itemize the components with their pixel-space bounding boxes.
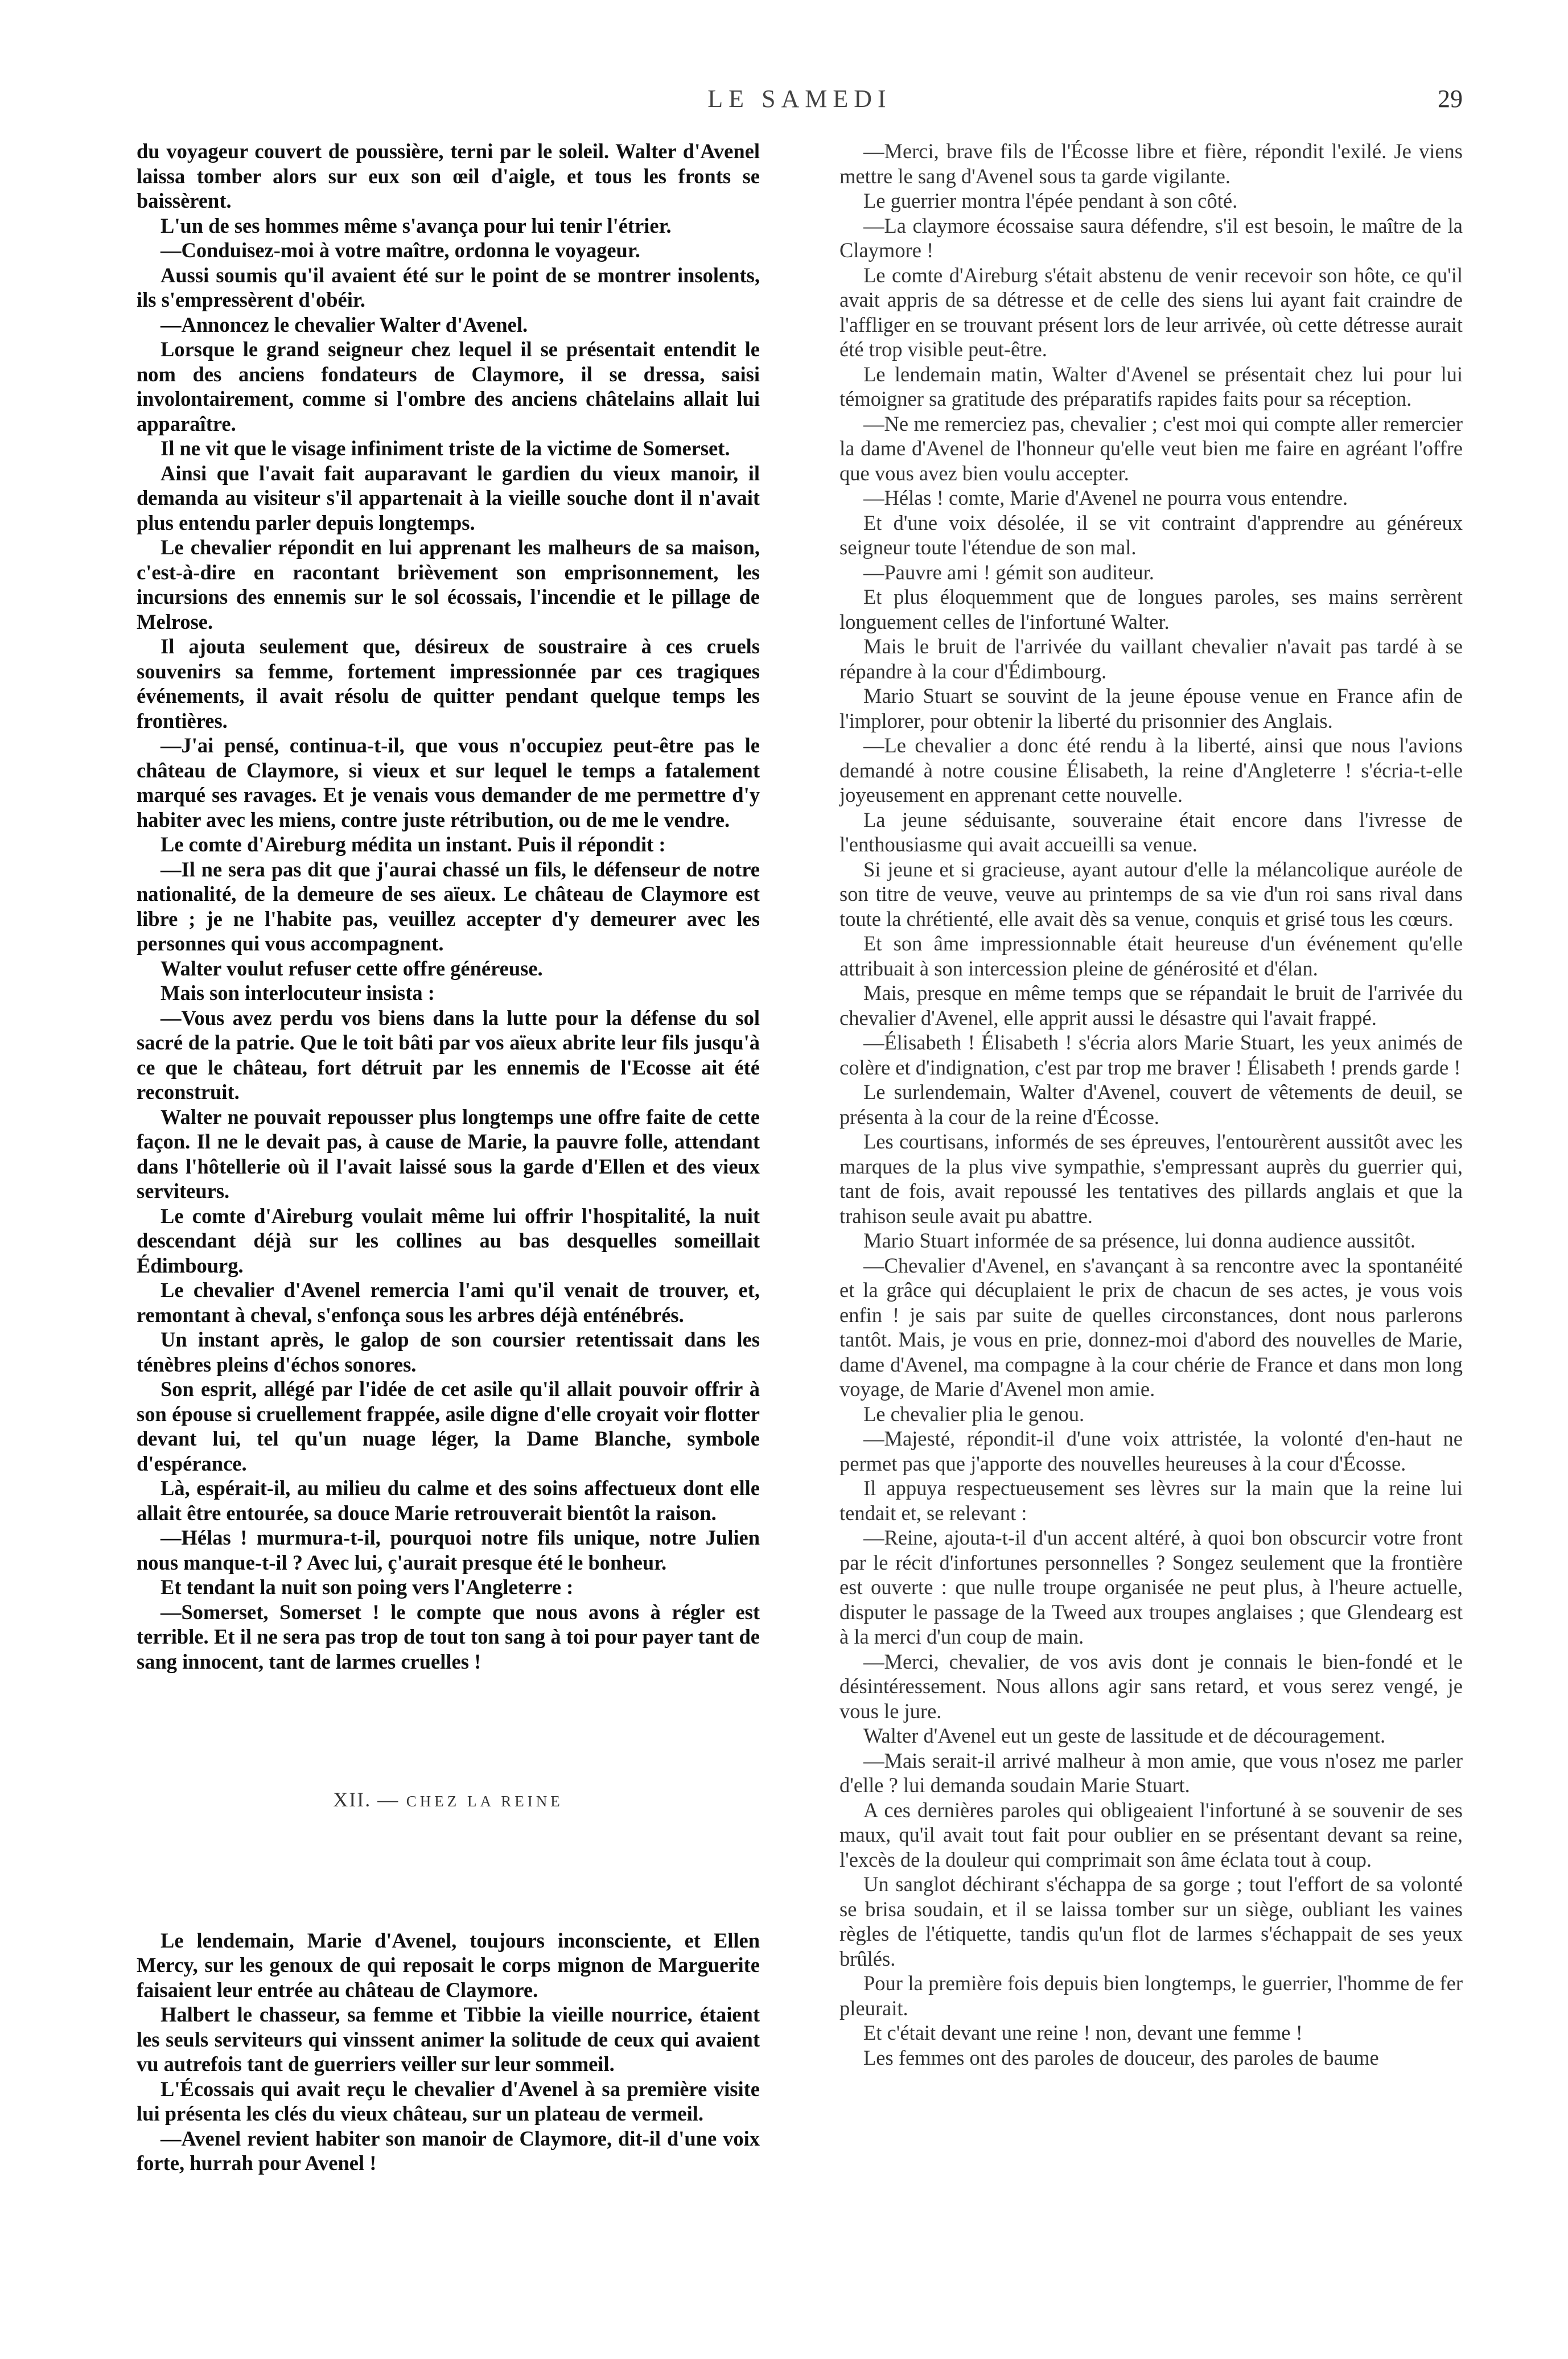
paragraph: —J'ai pensé, continua-t-il, que vous n'occupiez peut-être pas le château de Claymore, si vieux et sur lequel le temps a fatalement marqué ses ravages. Et je venais vous demander de me permettre d'y habiter avec les miens, contre juste rétribution, ou de me le vendre.	[137, 734, 760, 831]
section-title: CHEZ LA REINE	[406, 1793, 563, 1810]
paragraph: Walter voulut refuser cette offre généreuse.	[160, 956, 543, 980]
paragraph: —Chevalier d'Avenel, en s'avançant à sa rencontre avec la spontanéité et la grâce qui décuplaient le prix de chacun de ses actes, je vous vois enfin ! je sais par suite de quelles circonstances, dont nous parlerons tantôt. Mais, je vous en prie, donnez-moi d'abord des nouvelles de Marie, dame d'Avenel, ma compagne à la cour chérie de France et dans mon long voyage, de Marie d'Avenel mon amie.	[839, 1253, 1463, 1401]
paragraph: Il ne vit que le visage infiniment triste de la victime de Somerset.	[160, 437, 730, 460]
right-column-body	[839, 139, 1463, 2070]
paragraph: Et d'une voix désolée, il se vit contraint d'apprendre au généreux seigneur toute l'étendue de son mal.	[839, 511, 1463, 559]
paragraph: —Merci, chevalier, de vos avis dont je connais le bien-fondé et le désintéressement. Nous allons agir sans retard, et vous serez vengé, je vous le jure.	[839, 1649, 1463, 1723]
paragraph: —Reine, ajouta-t-il d'un accent altéré, à quoi bon obscurcir votre front par le récit d'infortunes personnelles ? Songez seulement que la frontière est ouverte : que nulle troupe organisée ne peut plus, à l'heure actuelle, disputer le passage de la Tweed aux troupes anglaises ; que Glendearg est à la merci d'un coup de main.	[839, 1526, 1463, 1648]
paragraph: —Pauvre ami ! gémit son auditeur.	[863, 560, 1154, 584]
paragraph: Le surlendemain, Walter d'Avenel, couvert de vêtements de deuil, se présenta à la cour de la reine d'Écosse.	[839, 1080, 1463, 1129]
paragraph: La jeune séduisante, souveraine était encore dans l'ivresse de l'enthousiasme qui avait accueilli sa venue.	[839, 808, 1463, 856]
paragraph: Le guerrier montra l'épée pendant à son côté.	[863, 189, 1238, 212]
paragraph: Le chevalier plia le genou.	[863, 1402, 1085, 1426]
paragraph: Il appuya respectueusement ses lèvres sur la main que la reine lui tendait et, se relevant :	[839, 1476, 1463, 1525]
paragraph: Les femmes ont des paroles de douceur, des paroles de baume	[863, 2045, 1379, 2069]
paragraph: Lorsque le grand seigneur chez lequel il se présentait entendit le nom des anciens fondateurs de Claymore, il se dressa, saisi involontairement, comme si l'ombre des anciens châtelains allait lui apparaître.	[137, 337, 760, 435]
paragraph: Aussi soumis qu'il avaient été sur le point de se montrer insolents, ils s'empressèrent d'obéir.	[137, 263, 760, 311]
page-header	[137, 84, 1463, 124]
right-column	[839, 139, 1463, 2336]
paragraph: Son esprit, allégé par l'idée de cet asile qu'il allait pouvoir offrir à son épouse si cruellement frappée, asile digne d'elle croyait voir flotter devant lui, tel qu'un nuage léger, la Dame Blanche, symbole d'espérance.	[137, 1377, 760, 1475]
paragraph: Mario Stuart informée de sa présence, lui donna audience aussitôt.	[863, 1229, 1415, 1252]
paragraph: Un instant après, le galop de son coursier retentissait dans les ténèbres pleins d'échos sonores.	[137, 1328, 760, 1376]
section-number: XII. —	[333, 1788, 400, 1811]
paragraph: —Le chevalier a donc été rendu à la liberté, ainsi que nous l'avions demandé à notre cousine Élisabeth, la reine d'Angleterre ! s'écria-t-elle joyeusement en apprenant cette nouvelle.	[839, 734, 1463, 806]
paragraph: Le comte d'Aireburg médita un instant. Puis il répondit :	[160, 833, 666, 856]
left-column-bottom	[137, 1928, 760, 2176]
paragraph: Si jeune et si gracieuse, ayant autour d'elle la mélancolique auréole de son titre de veuve, veuve au printemps de sa vie d'un roi sans rival dans toute la chrétienté, elle avait dès sa venue, conquis et grisé tous les cœurs.	[839, 857, 1463, 931]
paragraph: L'un de ses hommes même s'avança pour lui tenir l'étrier.	[160, 213, 672, 237]
paragraph: L'Écossais qui avait reçu le chevalier d'Avenel à sa première visite lui présenta les clés du vieux château, sur un plateau de vermeil.	[137, 2077, 760, 2125]
paragraph: —Hélas ! murmura-t-il, pourquoi notre fils unique, notre Julien nous manque-t-il ? Avec lui, ç'aurait presque été le bonheur.	[137, 1526, 760, 1574]
paragraph: —Avenel revient habiter son manoir de Claymore, dit-il d'une voix forte, hurrah pour Avenel !	[137, 2126, 760, 2175]
paragraph: Mais, presque en même temps que se répandait le bruit de l'arrivée du chevalier d'Avenel, elle apprit aussi le désastre qui l'avait frappé.	[839, 981, 1463, 1030]
paragraph: —Élisabeth ! Élisabeth ! s'écria alors Marie Stuart, les yeux animés de colère et d'indignation, c'est par trop me braver ! Élisabeth ! prends garde !	[839, 1031, 1463, 1079]
paragraph: Walter d'Avenel eut un geste de lassitude et de découragement.	[863, 1724, 1386, 1747]
left-column	[137, 139, 760, 2302]
paragraph: —Hélas ! comte, Marie d'Avenel ne pourra vous entendre.	[863, 486, 1348, 509]
paragraph: du voyageur couvert de poussière, terni par le soleil. Walter d'Avenel laissa tomber alors sur eux son œil d'aigle, et tous les fronts se baissèrent.	[137, 139, 760, 212]
paragraph: —Il ne sera pas dit que j'aurai chassé un fils, le défenseur de notre nationalité, de la demeure de ses aïeux. Le château de Claymore est libre ; je ne l'habite pas, veuillez accepter d'y demeurer avec les personnes qui vous accompagnent.	[137, 857, 760, 955]
paragraph: Halbert le chasseur, sa femme et Tibbie la vieille nourrice, étaient les seuls serviteurs qui vinssent animer la solitude de ceux qui avaient vu autrefois tant de guerriers veiller sur leur sommeil.	[137, 2003, 760, 2076]
paragraph: Les courtisans, informés de ses épreuves, l'entourèrent aussitôt avec les marques de la plus vive sympathie, s'empressant auprès du guerrier qui, tant de fois, avait repoussé les tentatives des pillards anglais et que la trahison seule avait pu abattre.	[839, 1130, 1463, 1228]
paragraph: Le lendemain, Marie d'Avenel, toujours inconsciente, et Ellen Mercy, sur les genoux de qui reposait le corps mignon de Marguerite faisaient leur entrée au château de Claymore.	[137, 1928, 760, 2002]
paragraph: Le chevalier répondit en lui apprenant les malheurs de sa maison, c'est-à-dire en racontant brièvement son emprisonnement, les incursions des ennemis sur le sol écossais, l'incendie et le pillage de Melrose.	[137, 536, 760, 633]
paragraph: —Majesté, répondit-il d'une voix attristée, la volonté d'en-haut ne permet pas que j'apporte des nouvelles heureuses à la cour d'Écosse.	[839, 1427, 1463, 1475]
paragraph: Et c'était devant une reine ! non, devant une femme !	[863, 2021, 1303, 2044]
paragraph: —Vous avez perdu vos biens dans la lutte pour la défense du sol sacré de la patrie. Que le toit bâti par vos aïeux abrite leur fils jusqu'à ce que le château, fort détruit par les ennemis de l'Ecosse ait été reconstruit.	[137, 1006, 760, 1104]
paragraph: Il ajouta seulement que, désireux de soustraire à ces cruels souvenirs sa femme, fortement impressionnée par ces tragiques événements, il avait résolu de quitter pendant quelque temps les frontières.	[137, 635, 760, 732]
paragraph: Pour la première fois depuis bien longtemps, le guerrier, l'homme de fer pleurait.	[839, 1971, 1463, 2020]
paragraph: Et plus éloquemment que de longues paroles, ses mains serrèrent longuement celles de l'infortuné Walter.	[839, 585, 1463, 633]
paragraph: —Annoncez le chevalier Walter d'Avenel.	[160, 312, 528, 336]
paragraph: Le comte d'Aireburg voulait même lui offrir l'hospitalité, la nuit descendant déjà sur les collines au bas desquelles someillait Édimbourg.	[137, 1204, 760, 1277]
paragraph: Mario Stuart se souvint de la jeune épouse venue en France afin de l'implorer, pour obtenir la liberté du prisonnier des Anglais.	[839, 684, 1463, 732]
paragraph: Et son âme impressionnable était heureuse d'un événement qu'elle attribuait à son intercession pleine de générosité et d'élan.	[839, 932, 1463, 980]
paragraph: —Merci, brave fils de l'Écosse libre et fière, répondit l'exilé. Je viens mettre le sang d'Avenel sous ta garde vigilante.	[839, 139, 1463, 188]
left-column-top	[137, 139, 760, 1674]
paragraph: Là, espérait-il, au milieu du calme et des soins affectueux dont elle allait être entourée, sa douce Marie retrouverait bientôt la raison.	[137, 1476, 760, 1525]
paragraph: Mais le bruit de l'arrivée du vaillant chevalier n'avait pas tardé à se répandre à la cour d'Édimbourg.	[839, 635, 1463, 683]
paragraph: —Conduisez-moi à votre maître, ordonna le voyageur.	[160, 238, 640, 262]
running-title: LE SAMEDI	[707, 85, 892, 113]
paragraph: Un sanglot déchirant s'échappa de sa gorge ; tout l'effort de sa volonté se brisa soudain, et il se laissa tomber sur un siège, oubliant les vaines règles de l'étiquette, tandis qu'un flot de larmes s'échappait de ses yeux brûlés.	[839, 1872, 1463, 1970]
paragraph: Walter ne pouvait repousser plus longtemps une offre faite de cette façon. Il ne le devait pas, à cause de Marie, la pauvre folle, attendant dans l'hôtellerie où il l'avait laissé sous la garde d'Ellen et des vieux serviteurs.	[137, 1105, 760, 1203]
section-heading	[137, 1788, 760, 1814]
paragraph: Mais son interlocuteur insista :	[160, 981, 435, 1004]
paragraph: Ainsi que l'avait fait auparavant le gardien du vieux manoir, il demanda au visiteur s'il appartenait à la vieille souche dont il n'avait plus entendu parler depuis longtemps.	[137, 461, 760, 534]
paragraph: Le chevalier d'Avenel remercia l'ami qu'il venait de trouver, et, remontant à cheval, s'enfonça sous les arbres déjà enténébrés.	[137, 1278, 760, 1327]
paragraph: Le comte d'Aireburg s'était abstenu de venir recevoir son hôte, ce qu'il avait appris de sa détresse et de celle des siens lui ayant fait craindre de l'affliger en se trouvant présent lors de leur arrivée, où cette détresse aurait été trop visible peut-être.	[839, 263, 1463, 361]
paragraph: —Ne me remerciez pas, chevalier ; c'est moi qui compte aller remercier la dame d'Avenel de l'honneur qu'elle veut bien me faire en agréant l'offre que vous avez bien voulu accepter.	[839, 411, 1463, 485]
paragraph: —La claymore écossaise saura défendre, s'il est besoin, le maître de la Claymore !	[839, 213, 1463, 262]
page-number: 29	[1438, 85, 1463, 113]
paragraph: —Mais serait-il arrivé malheur à mon amie, que vous n'osez me parler d'elle ? lui demanda soudain Marie Stuart.	[839, 1748, 1463, 1797]
paragraph: A ces dernières paroles qui obligeaient l'infortuné à se souvenir de ses maux, qu'il avait tout fait pour oublier en se présentant devant sa reine, l'excès de la douleur qui comprimait son âme éclata tout à coup.	[839, 1798, 1463, 1871]
paragraph: —Somerset, Somerset ! le compte que nous avons à régler est terrible. Et il ne sera pas trop de tout ton sang à toi pour payer tant de sang innocent, tant de larmes cruelles !	[137, 1600, 760, 1673]
paragraph: Et tendant la nuit son poing vers l'Angleterre :	[160, 1575, 574, 1599]
paragraph: Le lendemain matin, Walter d'Avenel se présentait chez lui pour lui témoigner sa gratitude des préparatifs rapides faits pour sa réception.	[839, 362, 1463, 410]
